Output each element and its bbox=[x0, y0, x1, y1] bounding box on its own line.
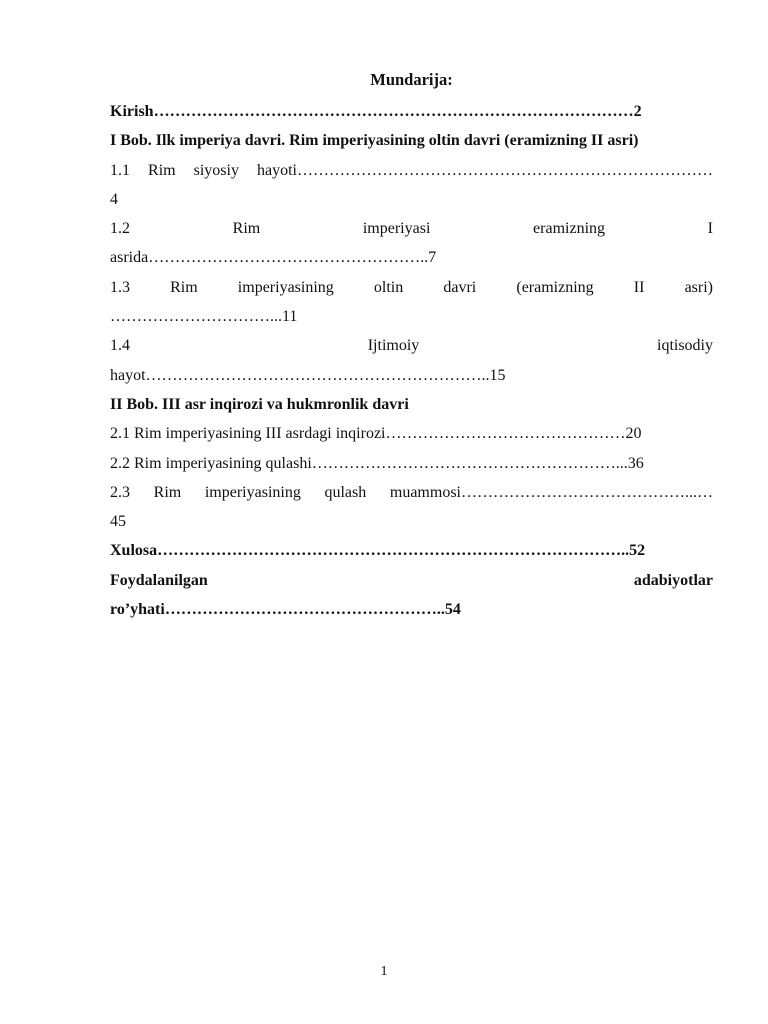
toc-line: Foydalanilgan adabiyotlar bbox=[110, 571, 713, 589]
toc-line: 45 bbox=[110, 513, 126, 531]
toc-line: 2.3 Rim imperiyasining qulash muammosi……………………………………...… bbox=[110, 483, 713, 501]
toc-line: Xulosa……………………………………………………………………………..52 bbox=[110, 542, 646, 560]
toc-line: 1.4 Ijtimoiy iqtisodiy bbox=[110, 337, 713, 355]
toc-lines bbox=[110, 97, 713, 624]
toc-line: I Bob. Ilk imperiya davri. Rim imperiyasining oltin davri (eramizning II asri) bbox=[110, 132, 639, 150]
toc-line: 1.1 Rim siyosiy hayoti…………………………………………………………………… bbox=[110, 161, 713, 179]
toc-line: 2.1 Rim imperiyasining III asrdagi inqirozi………………………………………20 bbox=[110, 425, 642, 443]
toc-line: ro’yhati……………………………………………..54 bbox=[110, 601, 461, 619]
toc-line: asrida……………………………………………..7 bbox=[110, 249, 437, 267]
table-of-contents bbox=[110, 66, 713, 624]
toc-line: II Bob. III asr inqirozi va hukmronlik davri bbox=[110, 395, 409, 413]
toc-line: 4 bbox=[110, 190, 118, 208]
toc-line: 1.3 Rim imperiyasining oltin davri (eramizning II asri) bbox=[110, 278, 713, 296]
page-number: 1 bbox=[380, 964, 388, 979]
toc-title: Mundarija: bbox=[370, 70, 453, 89]
toc-line: 1.2 Rim imperiyasi eramizning I bbox=[110, 220, 713, 238]
toc-line: …………………………...11 bbox=[110, 308, 298, 326]
toc-line: 2.2 Rim imperiyasining qulashi…………………………………………………...36 bbox=[110, 454, 644, 472]
toc-line: hayot………………………………………………………..15 bbox=[110, 366, 506, 384]
toc-line: Kirish………………………………………………………………………………2 bbox=[110, 103, 642, 120]
